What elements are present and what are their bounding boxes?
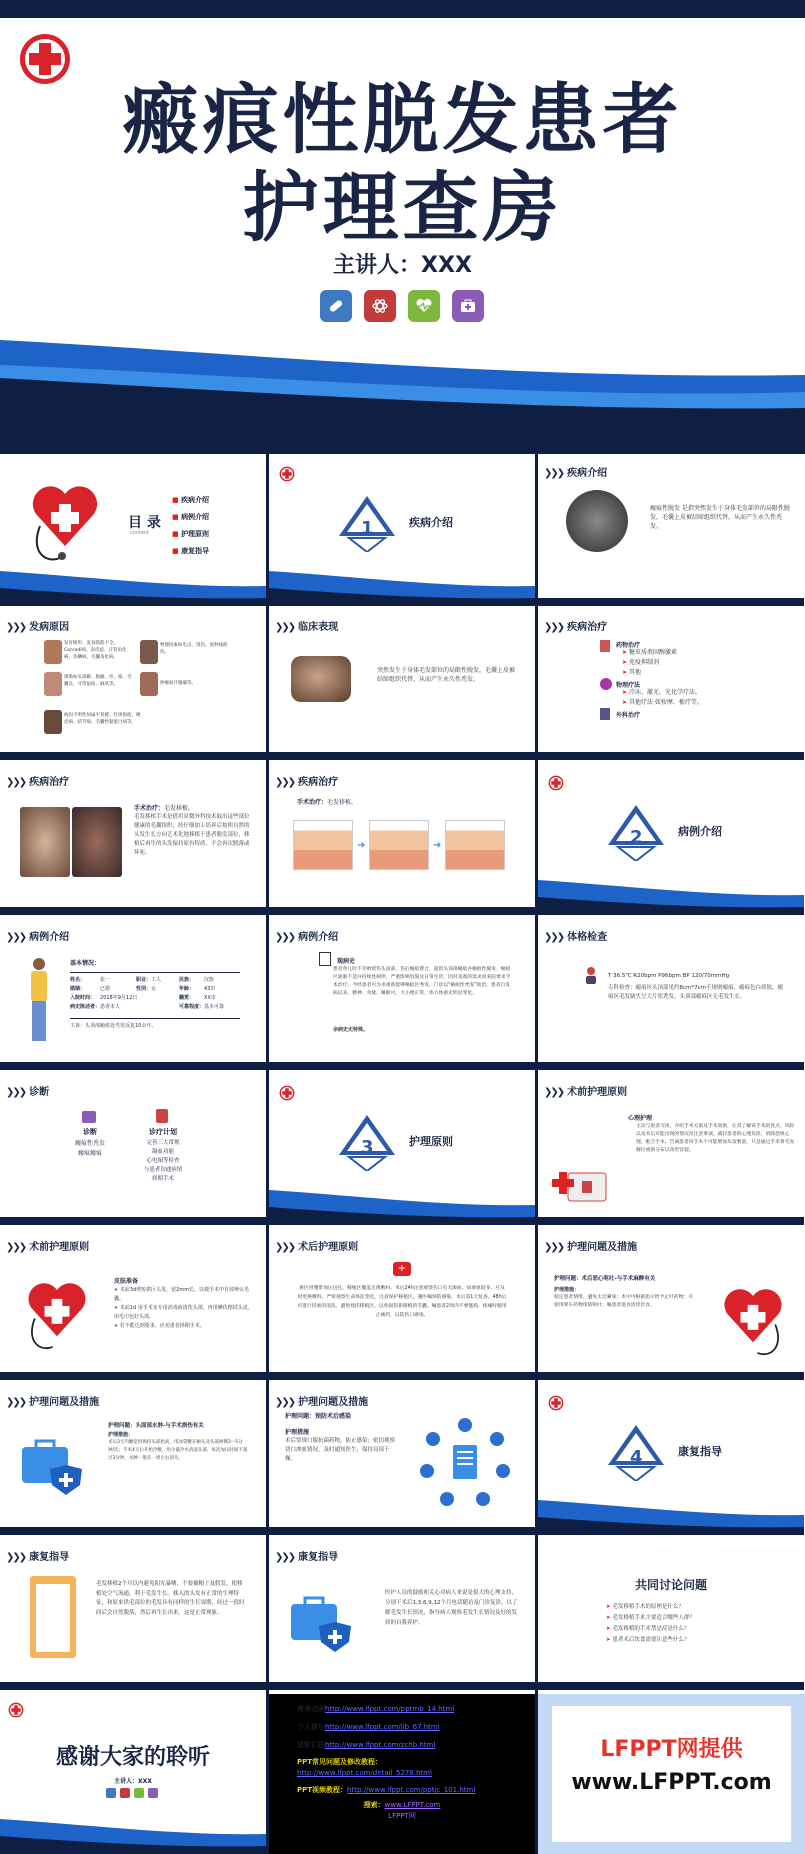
link-row[interactable]: PPT视频教程：http://www.lfppt.com/pptjc_101.html	[297, 1786, 476, 1794]
postop-text: 供区用绷带加压包扎，移植区覆盖无菌敷料。术后24h注意观察伤口有无渗血。如渗血较多，应及时更换敷料。严密观察生命体征变化。注意保护移植区。遵医嘱预防感染，术后第1天复查。48h后可进行轻柔的清洗，避免揉搓移植区，以免损伤新移植的毛囊。嘱患者2周内不要搔抓，疼痛时服用止痛药，以防伤口感染。	[297, 1286, 507, 1318]
slide-footer	[538, 1217, 804, 1225]
intro-text: 瘢痕性脱发 是指突然发生于身体毛发部位的局限性脱发，毛囊上皮被结缔组织代替，从而产生永久性秃发。	[650, 505, 790, 530]
skin-prep-heading: 皮肤准备	[114, 1278, 139, 1285]
first-aid-kit-icon	[552, 1167, 608, 1207]
slide-footer	[538, 1682, 804, 1690]
link-site: LFPPT网	[388, 1812, 416, 1820]
slide-problem-3	[269, 1385, 535, 1535]
slide-footer	[0, 1372, 266, 1380]
slide-footer	[538, 1062, 804, 1070]
main-title-line-2: 护理查房	[242, 163, 563, 252]
toc-list	[172, 492, 209, 560]
slide-heading: ❯❯❯ 体格检查	[544, 932, 608, 943]
slide-footer	[269, 1682, 535, 1690]
cause-item: 病因不明性如扁平苔藓、红斑狼疮、硬皮病、结节病、毛囊性黏蛋白病等。	[64, 713, 141, 725]
plan-heading: 诊疗计划	[149, 1128, 177, 1136]
slide-heading: ❯❯❯ 疾病治疗	[275, 777, 339, 788]
link-row[interactable]: 商务动画http://www.lfppt.com/pptmb_14.html	[297, 1705, 455, 1713]
psych-text: 主动与患者交谈，介绍手术方案及手术效果，让其了解该手术的优点、风险以及术后可能出现的情况及注意事项，减轻患者的心理负担，消除恐惧心理，配合手术。告诫患者该手术不可能增加头发数量，只是通过手术将毛发移位重新分布以改善容貌。	[636, 1124, 795, 1153]
table-row: 入院时间： 2018年9月12日 籍贯： XX市	[70, 995, 216, 1001]
slide-footer	[269, 752, 535, 760]
case-heading: 基本情况：	[70, 960, 101, 967]
skin-prep-list: ➤ 术前3d剪短供区头发，留2mm长，以便手术中有效辨认毛囊。 ➤ 术前1d 用手术室专用消毒液清洗头部，再用碘伏擦拭头皮，用毛巾包好头部。 ➤ 若不能达到要求，应劝患者择期手术。	[114, 1286, 254, 1331]
chief-complaint: 主诉：头顶部瘢痕处秃发反复10余年。	[70, 1023, 157, 1029]
slide-section-3	[269, 1075, 535, 1225]
surgery-text: 毛发移植手术是借用显微外科技术取出这些部位健康的毛囊组织，经仔细加工培养后按照自然的头发生长方向艺术化地移植于患者脱发部位，移植后再生的头发保持原有特质，不会再次脱落或坏死。	[134, 814, 250, 856]
section-number: 2	[630, 827, 643, 848]
measure-text: 稳定患者情绪，避免太过紧张；术中可根据指示给予止吐药物；可使用晕车药物预防呕吐；嘱患者进食清淡饮食。	[554, 1295, 694, 1308]
slide-diagnosis	[0, 1075, 266, 1225]
toc-item[interactable]: ■ 疾病介绍	[172, 496, 210, 504]
slide-treatment-2	[0, 765, 266, 915]
slide-heading: ❯❯❯ 康复指导	[6, 1552, 70, 1563]
link-row[interactable]: 搜索：www.LFPPT.com	[363, 1801, 441, 1809]
exam-text: 专科检查：瘢痕区头顶部见约8cm*7cm不规则瘢痕，瘢痕色白质软，瘢痕区毛发缺失呈大片状秃发，头顶部瘢痕区无毛发生长。	[608, 985, 784, 1000]
atom-icon	[364, 290, 396, 322]
slide-heading: ❯❯❯ 术后护理原则	[275, 1242, 359, 1253]
heart-stethoscope-icon	[22, 1274, 92, 1354]
hero-wave	[0, 330, 805, 450]
discussion-list: ➤ 毛发移植手术的原理是什么？ ➤ 毛发移植手术主要适合哪些人群？ ➤ 毛发移植的手术禁忌症是什么？ ➤ 患者术后饮食需要注意些什么？	[606, 1602, 695, 1646]
slide-footer	[269, 1527, 535, 1535]
clipboard-icon	[30, 1576, 76, 1658]
promo-panel	[538, 1694, 805, 1854]
treatment-list-1: ➤ 糖皮质类固醇激素 ➤ 免疫抑制剂 ➤ 其他	[622, 648, 677, 678]
medical-icons-circle	[417, 1415, 513, 1511]
top-bar	[0, 0, 805, 18]
slide-thanks	[0, 1694, 266, 1854]
diagram-step-1	[293, 820, 353, 870]
grid-divider	[535, 454, 538, 1854]
treatment-list-2: ➤ 冷冻、激光、光化学疗法。 ➤ 其他疗法 如按摩、梳疗等。	[622, 688, 703, 708]
medicine-bottle-icon	[156, 1109, 168, 1123]
measure-text: 术后常规口服抗菌药物，防止感染；密切观察切口渗血情况，及时通知医生，保持局部干燥。	[285, 1438, 396, 1462]
slide-treatment-3	[269, 765, 535, 915]
cause-item: 发育畸形、发育缺陷不全、Conradi病、表皮痣、汗管角化病、鱼鳞病、毛囊角化病。	[64, 641, 127, 660]
slide-footer	[0, 1527, 266, 1535]
rehab-text: 医护人员的鼓励和关心对病人来说是很大的心理支持，分别于术后1,3,6,9,12个月电话随访及门诊复诊，以了解毛发生长情况，指导病人观察毛发生长情况及好的发质的自我养护。	[385, 1590, 518, 1626]
cause-photo	[44, 640, 62, 664]
slide-heading: ❯❯❯ 疾病治疗	[6, 777, 70, 788]
link-row[interactable]: 个人简历http://www.lfppt.com/jlb_67.html	[297, 1723, 440, 1731]
surgery-label: 手术治疗：毛发移植。	[134, 805, 195, 812]
molecule-icon	[600, 678, 612, 690]
slide-heading: ❯❯❯ 护理问题及措施	[275, 1397, 369, 1408]
surgery-label: 手术治疗：毛发移植。	[297, 799, 358, 806]
hero-icons	[320, 290, 484, 322]
scalp-photo	[566, 490, 628, 552]
slide-wave	[538, 1485, 804, 1535]
slide-footer	[269, 1372, 535, 1380]
slide-heading: ❯❯❯ 术前护理原则	[544, 1087, 628, 1098]
medical-cross-logo	[279, 466, 295, 482]
medicine-icon	[600, 640, 610, 652]
medical-cross-logo	[279, 1085, 295, 1101]
toc-item[interactable]: ■ 护理原则	[172, 530, 210, 538]
slide-footer	[538, 1372, 804, 1380]
slide-heading: ❯❯❯ 护理问题及措施	[6, 1397, 100, 1408]
slide-footer	[538, 752, 804, 760]
slide-wave	[0, 1804, 266, 1854]
medical-cross-logo	[548, 775, 564, 791]
slide-footer	[0, 752, 266, 760]
main-title-line-1: 瘢痕性脱发患者	[122, 75, 683, 164]
slide-footer	[269, 907, 535, 915]
slide-footer	[269, 1062, 535, 1070]
section-title: 康复指导	[678, 1445, 722, 1458]
heart-stethoscope-icon	[30, 476, 100, 566]
slide-heading: ❯❯❯ 疾病介绍	[544, 468, 608, 479]
problem-label: 护理问题：预防术后感染	[285, 1413, 352, 1420]
diagnosis-heading: 诊断	[83, 1128, 97, 1136]
section-title: 病例介绍	[678, 825, 722, 838]
slide-heading: ❯❯❯ 发病原因	[6, 622, 70, 633]
table-row: 姓名： 张一 职业： 工人 民族： 汉族	[70, 977, 215, 983]
before-photo	[20, 807, 70, 877]
slide-problem-1	[538, 1230, 804, 1380]
section-title: 护理原则	[409, 1135, 453, 1148]
slide-rehab-2	[269, 1540, 535, 1690]
slide-heading: ❯❯❯ 康复指导	[275, 1552, 339, 1563]
heart-pulse-icon	[408, 290, 440, 322]
slide-heading: ❯❯❯ 术前护理原则	[6, 1242, 90, 1253]
cause-item: 肿瘤如汗腺瘤等。	[160, 681, 196, 686]
link-label: PPT常见问题及修改教程：	[297, 1758, 383, 1766]
slide-wave	[538, 865, 804, 915]
slide-postop	[269, 1230, 535, 1380]
slide-heading: ❯❯❯ 临床表现	[275, 622, 339, 633]
medical-cross-logo	[8, 1702, 24, 1718]
links-panel	[269, 1694, 535, 1854]
diagram-step-3	[445, 820, 505, 870]
clinical-text: 突然发生于身体毛发部位的局限性脱发，毛囊上皮被结缔组织代替，从而产生永久性秃发。	[377, 667, 516, 683]
history-heading: 现病史	[337, 958, 356, 965]
cause-photo	[44, 710, 62, 734]
atom-icon	[120, 1788, 130, 1798]
medical-bag-shield-icon	[289, 1594, 353, 1654]
discussion-title: 共同讨论问题	[634, 1578, 707, 1592]
section-number: 1	[361, 518, 374, 539]
measure-label: 护理措施	[285, 1429, 310, 1436]
measure-label: 护理措施：	[554, 1287, 580, 1293]
link-url[interactable]: http://www.lfppt.com/detail_5278.html	[297, 1769, 432, 1777]
after-photo	[72, 807, 122, 877]
cause-item: 物理因素如电击、烫伤、放射线损伤。	[160, 643, 228, 655]
treatment-group-3: 外科治疗	[616, 712, 641, 719]
thanks-speaker: 主讲人：XXX	[114, 1778, 152, 1785]
slide-heading: ❯❯❯ 病例介绍	[6, 932, 70, 943]
problem-label: 护理问题：头面部水肿-与手术损伤有关	[108, 1423, 204, 1429]
slide-case-2	[269, 920, 535, 1070]
treatment-group-1: 药物治疗	[616, 642, 641, 649]
slide-footer	[538, 598, 804, 606]
slide-heading: ❯❯❯ 诊断	[6, 1087, 50, 1098]
medical-kit-icon	[148, 1788, 158, 1798]
table-row: 病史陈述者： 患者本人 可靠程度： 基本可靠	[70, 1004, 225, 1010]
medical-cross-logo	[548, 1395, 564, 1411]
clipboard-icon	[600, 708, 610, 720]
briefcase-icon	[82, 1111, 96, 1123]
slide-wave	[269, 1175, 535, 1225]
heart-pulse-icon	[134, 1788, 144, 1798]
slide-discussion	[538, 1540, 804, 1690]
toc-item[interactable]: ■ 康复指导	[172, 547, 210, 555]
slide-preop-1	[538, 1075, 804, 1225]
plan-list: 完善三大常规 凝血功能 心电图等检查 与患者沟通病情 择期手术	[143, 1140, 183, 1182]
divider	[70, 972, 240, 973]
slide-footer	[0, 1682, 266, 1690]
measure-text: 术后3天内睡觉时保持头部抬高，用冰袋敷在额头及头部两侧3～5分钟/次；手术4天后开始冷敷，用少量冷水清洗头部，每次加压时间不超过3分钟，水肿一般在一周左右消失。	[108, 1440, 248, 1461]
slide-toc	[0, 456, 266, 606]
link-row[interactable]: 述职汇报http://www.lfppt.com/zchb.html	[297, 1741, 436, 1749]
problem-label: 护理问题：术后恶心呕吐-与手术麻醉有关	[554, 1276, 656, 1282]
thanks-title: 感谢大家的聆听	[55, 1745, 210, 1770]
slide-footer	[0, 1062, 266, 1070]
diagram-step-2	[369, 820, 429, 870]
slide-preop-2	[0, 1230, 266, 1380]
slide-section-4	[538, 1385, 804, 1535]
slide-heading: ❯❯❯ 疾病治疗	[544, 622, 608, 633]
promo-line-2: www.LFPPT.com	[571, 1770, 772, 1795]
slide-causes	[0, 610, 266, 760]
arrow-icon: ➜	[357, 840, 366, 851]
treatment-group-2: 物理疗法	[616, 682, 641, 689]
table-row: 婚姻： 已婚 性别： 女 年龄： 43岁	[70, 986, 216, 992]
measure-label: 护理措施：	[108, 1432, 134, 1438]
bald-scalp-photo	[291, 656, 351, 702]
slide-problem-2	[0, 1385, 266, 1535]
divider	[0, 450, 805, 454]
slide-section-1	[269, 456, 535, 606]
slide-disease-intro	[538, 456, 804, 606]
slide-wave	[269, 556, 535, 606]
first-aid-icon: +	[393, 1262, 411, 1276]
section-title: 疾病介绍	[409, 516, 453, 529]
cause-item: 感染如头部癣、脓癣、疖、痈、毛囊炎、寻常狼疮、麻风等。	[64, 675, 132, 687]
section-number: 3	[361, 1137, 374, 1158]
diagnosis-list: 瘢痕性秃发 瘢痕瘢痕	[74, 1140, 105, 1157]
slide-wave	[0, 556, 266, 606]
heart-stethoscope-icon	[718, 1280, 788, 1360]
slide-case-1	[0, 920, 266, 1070]
slide-footer	[0, 1217, 266, 1225]
slide-section-2	[538, 765, 804, 915]
history-note: 余病史无特殊。	[333, 1027, 369, 1033]
slide-clinical	[269, 610, 535, 760]
pill-icon	[320, 290, 352, 322]
medical-kit-icon	[452, 290, 484, 322]
rehab-text: 毛发移植2个月以内避免阳光暴晒，不要戴帽子及假发，使移植处空气流通，利于毛发生长。移入的头发有正常的生理特征，和原来供毛部位的毛发具有同样的生长周期，经过一段时间后会自然脱落，然后再生长出来。这是正常现象。	[96, 1581, 245, 1616]
history-text: 患者曾几时不幸被烧伤头顶部，伤后瘢痕愈合，遗留头顶部瘢痕并瘢痕性脱发，瘢痕区逐渐不适并持续性刺痒，严重影响容貌及日常生活，因对美观的需求而来院要求手术治疗。今经患者可为求重新能够瘢痕区秀发，门诊以"瘢痕性秃发"收治。患者自发病以来，精神、食欲、睡眠可，大小便正常，体力体重无明显变化。	[333, 967, 511, 996]
toc-subtitle: content	[130, 530, 150, 536]
pill-icon	[106, 1788, 116, 1798]
speaker-label: 主讲人：XXX	[333, 253, 472, 278]
arrow-icon: ➜	[433, 840, 442, 851]
cause-photo	[44, 672, 62, 696]
slide-treatment-1	[538, 610, 804, 760]
grid-divider	[266, 454, 269, 1854]
cause-photo	[140, 672, 158, 696]
document-icon	[319, 952, 331, 966]
patient-figure-icon	[24, 956, 54, 1050]
case-table	[70, 976, 224, 1012]
toc-item[interactable]: ■ 病例介绍	[172, 513, 210, 521]
doctor-icon	[584, 966, 598, 984]
cause-photo	[140, 640, 158, 664]
toc-title: 目 录	[128, 515, 161, 531]
slide-heading: ❯❯❯ 病例介绍	[275, 932, 339, 943]
divider	[70, 1018, 240, 1019]
slide-heading: ❯❯❯ 护理问题及措施	[544, 1242, 638, 1253]
slide-physical-exam	[538, 920, 804, 1070]
promo-card	[552, 1706, 791, 1842]
slide-footer	[0, 907, 266, 915]
thanks-icons	[106, 1788, 158, 1798]
promo-line-1: LFPPT网提供	[600, 1737, 743, 1762]
vitals: T 36.5℃ R20bpm P96bpm BP 120/70mmHg	[608, 973, 730, 979]
medical-bag-shield-icon	[20, 1437, 84, 1497]
psych-heading: 心理护理	[628, 1115, 653, 1122]
section-number: 4	[630, 1447, 643, 1468]
title-slide	[0, 0, 805, 450]
slide-rehab-1	[0, 1540, 266, 1690]
